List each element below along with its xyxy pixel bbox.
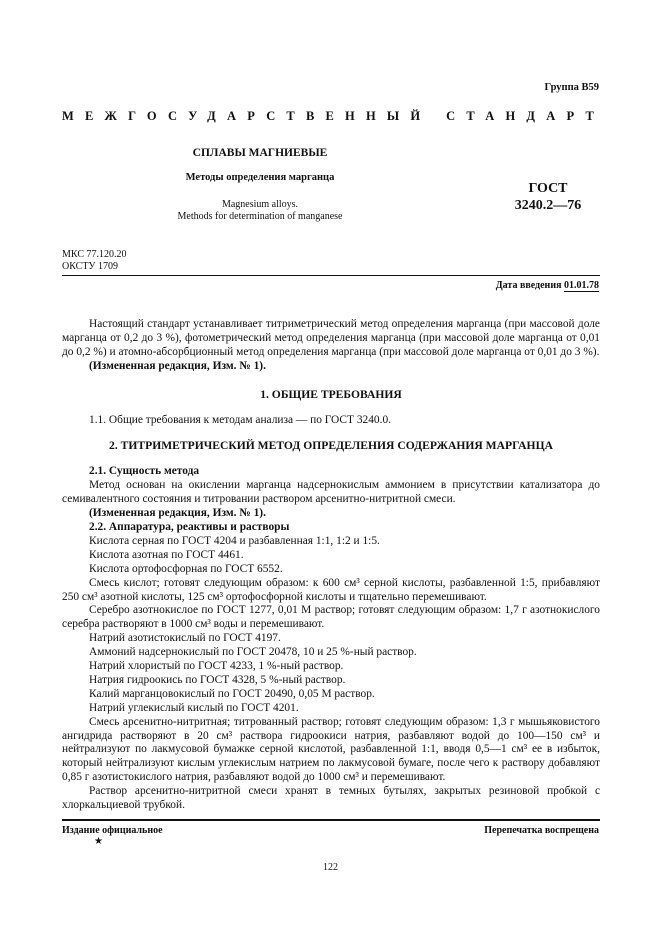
paragraph: Метод основан на окислении марганца надсернокислым аммонием в присутствии катализатора до семивалентного состояния и титровании раствором арсенитно-нитритной смеси.: [62, 479, 600, 506]
mks-code: МКС 77.120.20: [62, 249, 127, 260]
section-heading: 2. ТИТРИМЕТРИЧЕСКИЙ МЕТОД ОПРЕДЕЛЕНИЯ СОДЕРЖАНИЯ МАРГАНЦА: [109, 439, 553, 453]
divider: [62, 275, 600, 276]
gost-number: 3240.2—76: [514, 198, 582, 213]
intro-paragraph: Настоящий стандарт устанавливает титриметрический метод определения марганца (при массовой доле марганца от 0,2 до 3 %), фотометрический метод определения марганца (при массовой доле марганца от 0,01 до 0,2 %) и атомно-абсорбционный метод определения марганца (при массовой доле марганца от 0,01 до 3 %).: [62, 318, 600, 358]
footer-divider: [62, 819, 600, 821]
gost-designation: [500, 180, 596, 214]
reagent-item: Кислота серная по ГОСТ 4204 и разбавленная 1:1, 1:2 и 1:5.: [89, 534, 380, 547]
okstu-code: ОКСТУ 1709: [62, 261, 119, 272]
reagent-item: Натрий хлористый по ГОСТ 4233, 1 %-ный раствор.: [89, 660, 344, 673]
reprint-notice: Перепечатка воспрещена: [484, 825, 599, 836]
reagent-item: Смесь арсенитно-нитритная; титрованный раствор; готовят следующим образом: 1,3 г мышьяковистого ангидрида растворяют в 20 см³ раствора гидроокиси натрия, разбавляют водой до 100—150 см³ и нейтрализуют по лакмусовой бумажке серной кислотой, разбавленной 1:1, вводя 0,5—1 см³ ее в избыток, который нейтрализуют кислым углекислым натрием по лакмусовой бумаге, после чего к раствору добавляют 0,85 г азотистокислого натрия, разбавляют водой до 1000 см³ и перемешивают.: [62, 715, 600, 784]
reagent-item: Калий марганцовокислый по ГОСТ 20490, 0,05 М раствор.: [89, 687, 375, 700]
date-label: Дата введения: [495, 280, 562, 291]
document-body: [62, 318, 600, 813]
reagent-item: Аммоний надсернокислый по ГОСТ 20478, 10 и 25 %-ный раствор.: [89, 646, 417, 659]
section-heading: 1. ОБЩИЕ ТРЕБОВАНИЯ: [260, 387, 402, 401]
reagent-item: Кислота ортофосфорная по ГОСТ 6552.: [89, 562, 283, 575]
english-title-2: Methods for determination of manganese: [177, 211, 343, 222]
group-code: Группа В59: [544, 82, 599, 93]
document-subtitle: Методы определения марганца: [185, 172, 335, 183]
standard-heading: СТАНДАРТ: [446, 109, 605, 123]
official-edition: Издание официальное: [62, 825, 163, 836]
subsection-heading: 2.1. Сущность метода: [89, 465, 200, 478]
reagent-item: Раствор арсенитно-нитритной смеси хранят в темных бутылях, закрытых резиновой пробкой с хлоркальциевой трубкой.: [62, 785, 600, 812]
reagent-item: Натрий азотистокислый по ГОСТ 4197.: [89, 632, 281, 645]
document-title: СПЛАВЫ МАГНИЕВЫЕ: [192, 147, 328, 159]
reagent-item: Натрий углекислый кислый по ГОСТ 4201.: [89, 701, 299, 714]
english-title-1: Magnesium alloys.: [221, 199, 299, 210]
interstate-heading: МЕЖГОСУДАРСТВЕННЫЙ: [62, 109, 432, 123]
date-value: 01.01.78: [564, 280, 599, 291]
subsection-heading: 2.2. Аппаратура, реактивы и растворы: [89, 520, 290, 533]
effective-date: [496, 280, 599, 292]
star-icon: ★: [94, 836, 103, 847]
gost-label: ГОСТ: [528, 181, 568, 196]
reagent-item: Кислота азотная по ГОСТ 4461.: [89, 548, 244, 561]
reagent-item: Натрия гидроокись по ГОСТ 4328, 5 %-ный раствор.: [89, 673, 346, 686]
amendment-note: (Измененная редакция, Изм. № 1).: [89, 359, 266, 372]
amendment-note: (Измененная редакция, Изм. № 1).: [89, 507, 266, 520]
page-number: 122: [323, 862, 338, 873]
reagent-item: Серебро азотнокислое по ГОСТ 1277, 0,01 М раствор; готовят следующим образом: 1,7 г азотнокислого серебра растворяют в 1000 см³ воды и перемешивают.: [62, 604, 600, 631]
reagent-item: Смесь кислот; готовят следующим образом: к 600 см³ серной кислоты, разбавленной 1:5, прибавляют 250 см³ азотной кислоты, 125 см³ ортофосфорной кислоты и тщательно перемешивают.: [62, 576, 600, 603]
paragraph: 1.1. Общие требования к методам анализа — по ГОСТ 3240.0.: [89, 413, 392, 426]
